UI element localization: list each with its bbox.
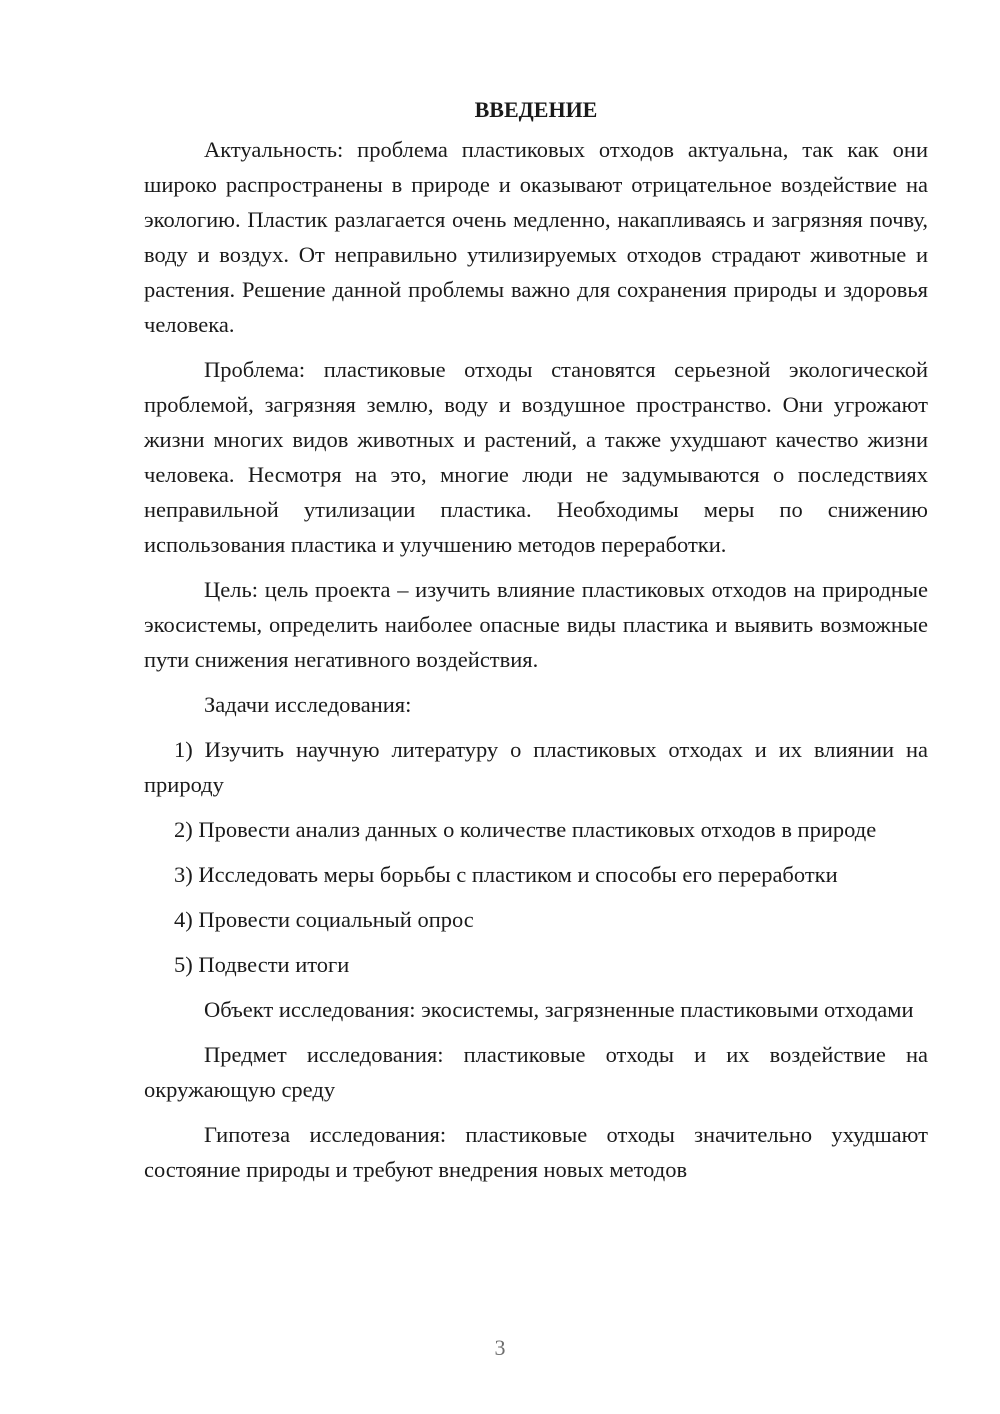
task-item-4: 4) Провести социальный опрос: [174, 907, 474, 932]
paragraph-tasks-intro: Задачи исследования:: [204, 692, 412, 717]
task-item-3: 3) Исследовать меры борьбы с пластиком и способы его переработки: [174, 862, 838, 887]
paragraph-subject: Предмет исследования: пластиковые отходы и их воздействие на окружающую среду: [144, 1042, 928, 1102]
section-heading: ВВЕДЕНИЕ: [474, 97, 598, 122]
task-item-5: 5) Подвести итоги: [174, 952, 350, 977]
paragraph-goal: Цель: цель проекта – изучить влияние пластиковых отходов на природные экосистемы, определить наиболее опасные виды пластика и выявить возможные пути снижения негативного воздействия.: [144, 577, 928, 672]
paragraph-problem: Проблема: пластиковые отходы становятся серьезной экологической проблемой, загрязняя землю, воду и воздушное пространство. Они угрожают жизни многих видов животных и растений, а также ухудшают качество жизни человека. Несмотря на это, многие люди не задумываются о последствиях неправильной утилизации пластика. Необходимы меры по снижению использования пластика и улучшению методов переработки.: [144, 357, 928, 557]
task-item-1: 1) Изучить научную литературу о пластиковых отходах и их влиянии на природу: [144, 737, 928, 797]
page-number: 3: [494, 1335, 506, 1360]
paragraph-object: Объект исследования: экосистемы, загрязненные пластиковыми отходами: [204, 997, 914, 1022]
page-body: [144, 93, 928, 1187]
paragraph-relevance: Актуальность: проблема пластиковых отходов актуальна, так как они широко распространены в природе и оказывают отрицательное воздействие на экологию. Пластик разлагается очень медленно, накапливаясь и загрязняя почву, воду и воздух. От неправильно утилизируемых отходов страдают животные и растения. Решение данной проблемы важно для сохранения природы и здоровья человека.: [144, 137, 928, 337]
paragraph-hypothesis: Гипотеза исследования: пластиковые отходы значительно ухудшают состояние природы и требуют внедрения новых методов: [144, 1122, 928, 1182]
task-item-2: 2) Провести анализ данных о количестве пластиковых отходов в природе: [174, 817, 877, 842]
